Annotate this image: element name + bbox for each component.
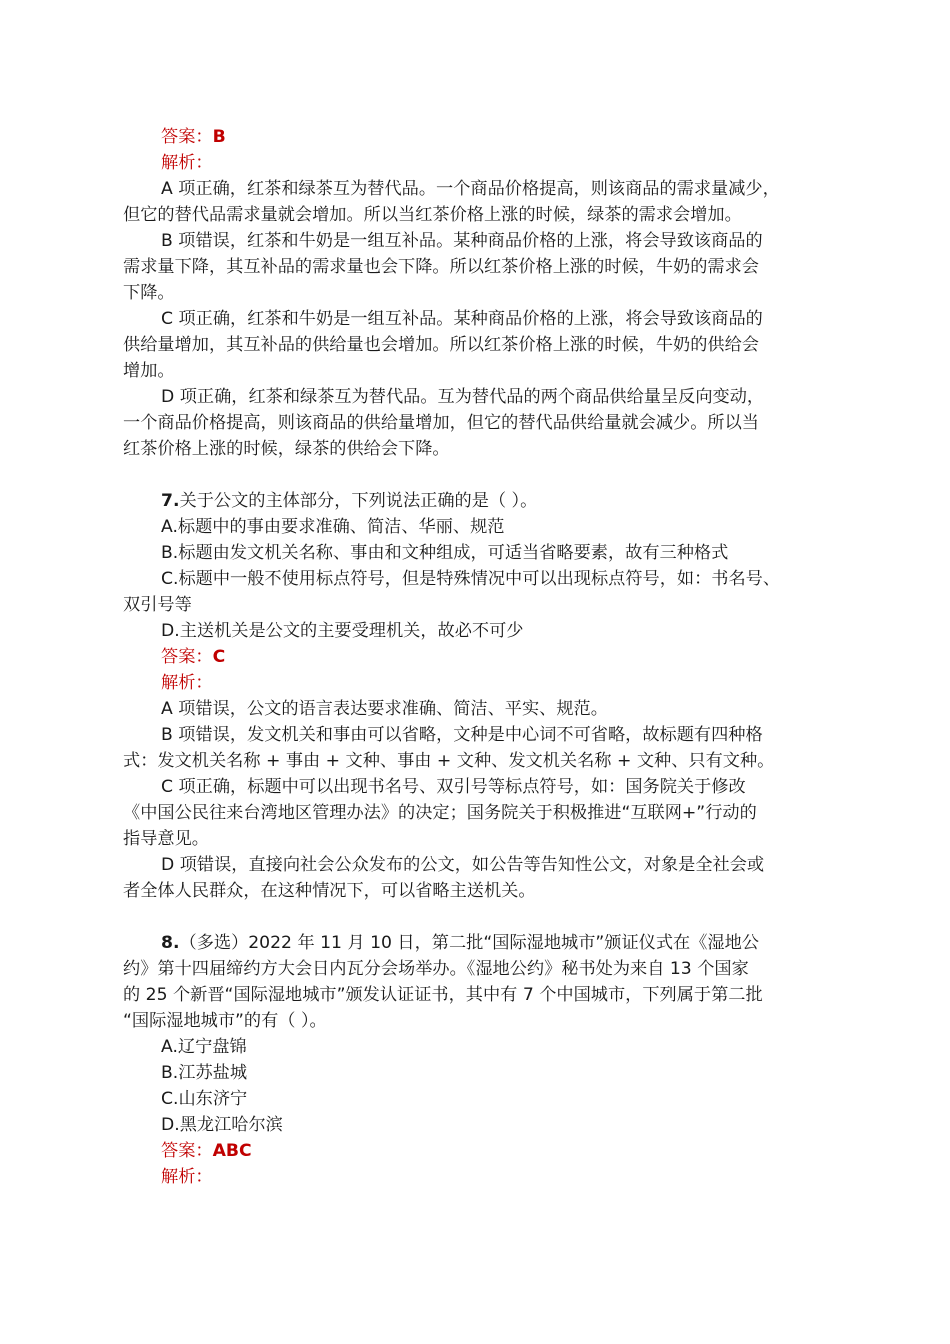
option-a: A.辽宁盘锦 <box>161 1037 247 1057</box>
answer-value: B <box>212 127 226 147</box>
analysis-text: 下降。 <box>123 283 175 303</box>
question-8-stem <box>123 930 853 956</box>
question-stem-cont: 的 25 个新晋“国际湿地城市”颁发认证证书，其中有 7 个中国城市，下列属于第二批 <box>123 985 763 1005</box>
question-7-stem <box>123 488 853 514</box>
question-stem: 关于公文的主体部分，下列说法正确的是（ ）。 <box>179 491 538 511</box>
answer-value: C <box>212 647 226 667</box>
option-d: D.主送机关是公文的主要受理机关，故必不可少 <box>161 621 524 641</box>
analysis-text: D 项错误，直接向社会公众发布的公文，如公告等告知性公文，对象是全社会或 <box>161 855 765 875</box>
answer-label: 答案： <box>161 127 213 147</box>
analysis-label: 解析： <box>161 1167 213 1187</box>
analysis-text: 一个商品价格提高，则该商品的供给量增加，但它的替代品供给量就会减少。所以当 <box>123 413 759 433</box>
answer-value: ABC <box>212 1141 252 1161</box>
answer-line <box>123 644 853 670</box>
analysis-text: D 项正确，红茶和绿茶互为替代品。互为替代品的两个商品供给量呈反向变动， <box>161 387 765 407</box>
question-stem: （多选）2022 年 11 月 10 日，第二批“国际湿地城市”颁证仪式在《湿地公 <box>179 933 759 953</box>
analysis-text: 但它的替代品需求量就会增加。所以当红茶价格上涨的时候，绿茶的需求会增加。 <box>123 205 742 225</box>
question-stem-cont: 约》第十四届缔约方大会日内瓦分会场举办。《湿地公约》秘书处为来自 13 个国家 <box>123 959 749 979</box>
analysis-text: 红茶价格上涨的时候，绿茶的供给会下降。 <box>123 439 450 459</box>
analysis-text: B 项错误，红茶和牛奶是一组互补品。某种商品价格的上涨，将会导致该商品的 <box>161 231 763 251</box>
analysis-text: 供给量增加，其互补品的供给量也会增加。所以红茶价格上涨的时候，牛奶的供给会 <box>123 335 759 355</box>
question-stem-cont: “国际湿地城市”的有（ ）。 <box>123 1011 327 1031</box>
analysis-text: A 项正确，红茶和绿茶互为替代品。一个商品价格提高，则该商品的需求量减少， <box>161 179 780 199</box>
analysis-text: 增加。 <box>123 361 175 381</box>
analysis-text: 指导意见。 <box>123 829 209 849</box>
analysis-text: 《中国公民往来台湾地区管理办法》的决定；国务院关于积极推进“互联网+”行动的 <box>123 803 757 823</box>
option-b: B.标题由发文机关名称、事由和文种组成，可适当省略要素，故有三种格式 <box>161 543 729 563</box>
option-c-cont: 双引号等 <box>123 595 192 615</box>
answer-line <box>123 124 853 150</box>
question-number: 8. <box>161 933 180 953</box>
document-page <box>123 124 853 1190</box>
answer-line <box>123 1138 853 1164</box>
option-a: A.标题中的事由要求准确、简洁、华丽、规范 <box>161 517 505 537</box>
answer-label: 答案： <box>161 647 213 667</box>
analysis-text: A 项错误，公文的语言表达要求准确、简洁、平实、规范。 <box>161 699 608 719</box>
analysis-text: C 项正确，标题中可以出现书名号、双引号等标点符号，如：国务院关于修改 <box>161 777 746 797</box>
analysis-label: 解析： <box>161 673 213 693</box>
analysis-label: 解析： <box>161 153 213 173</box>
question-number: 7. <box>161 491 180 511</box>
option-c: C.标题中一般不使用标点符号，但是特殊情况中可以出现标点符号，如：书名号、 <box>161 569 781 589</box>
analysis-text: 者全体人民群众，在这种情况下，可以省略主送机关。 <box>123 881 536 901</box>
analysis-text: 需求量下降，其互补品的需求量也会下降。所以红茶价格上涨的时候，牛奶的需求会 <box>123 257 759 277</box>
option-d: D.黑龙江哈尔滨 <box>161 1115 283 1135</box>
option-b: B.江苏盐城 <box>161 1063 248 1083</box>
answer-label: 答案： <box>161 1141 213 1161</box>
analysis-text: 式：发文机关名称 + 事由 + 文种、事由 + 文种、发文机关名称 + 文种、只有文种。 <box>123 751 775 771</box>
analysis-text: C 项正确，红茶和牛奶是一组互补品。某种商品价格的上涨，将会导致该商品的 <box>161 309 763 329</box>
option-c: C.山东济宁 <box>161 1089 248 1109</box>
analysis-text: B 项错误，发文机关和事由可以省略，文种是中心词不可省略，故标题有四种格 <box>161 725 763 745</box>
